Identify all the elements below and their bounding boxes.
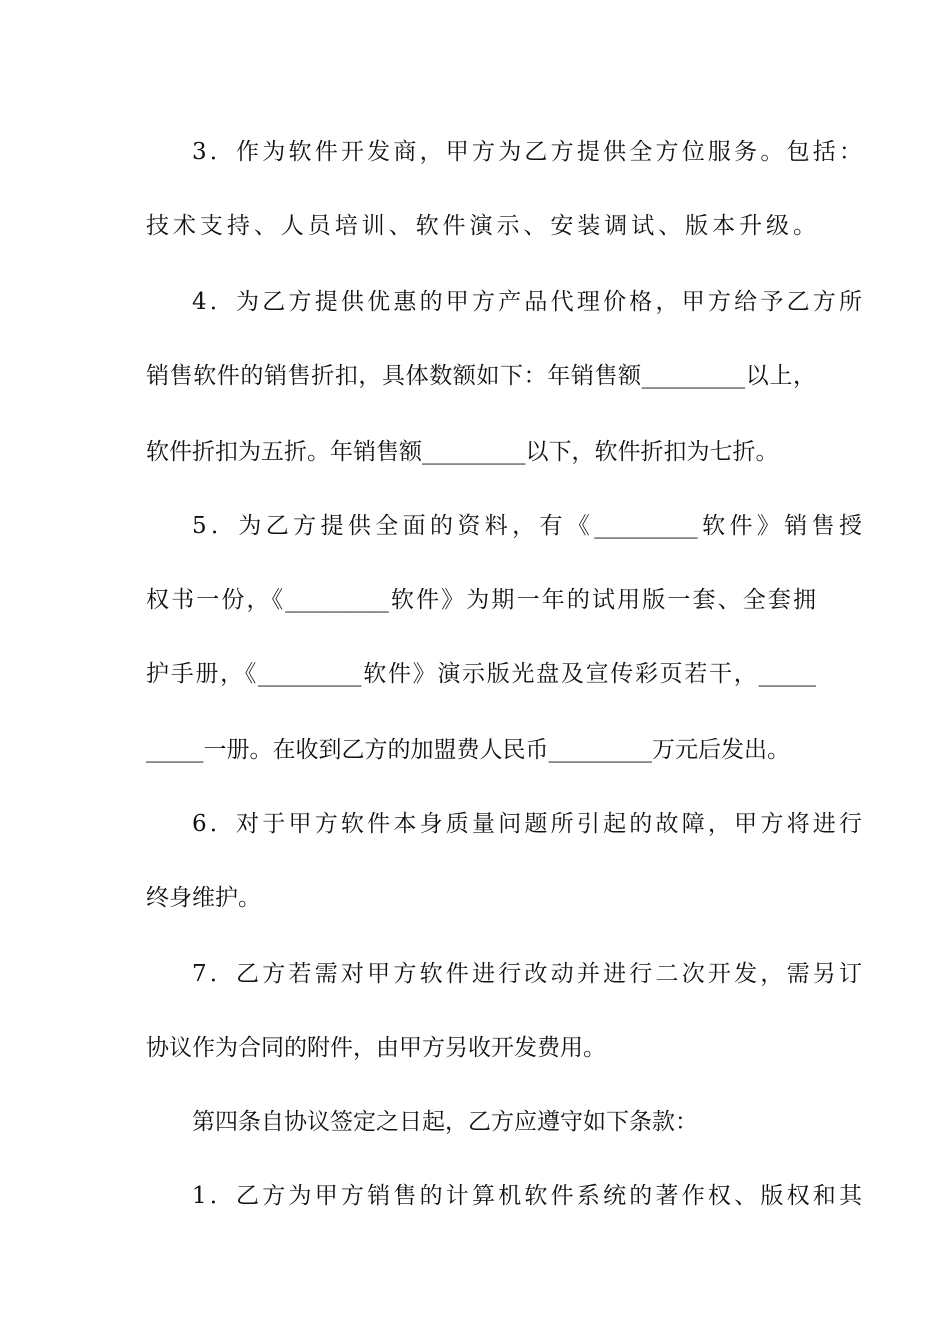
clause-5-line-3: 护手册，《_________软件》演示版光盘及宣传彩页若干，_____ bbox=[146, 661, 816, 687]
article-4-heading: 第四条自协议签定之日起，乙方应遵守如下条款： bbox=[192, 1109, 698, 1135]
clause-5-line-1: 5．为乙方提供全面的资料，有《_________软件》销售授 bbox=[192, 513, 862, 539]
clause-3-line-1: 3．作为软件开发商，甲方为乙方提供全方位服务。包括： bbox=[192, 139, 862, 165]
clause-5-line-2: 权书一份，《_________软件》为期一年的试用版一套、全套拥 bbox=[146, 587, 816, 613]
clause-5-line-4: _____一册。在收到乙方的加盟费人民币_________万元后发出。 bbox=[146, 737, 790, 763]
clause-4-line-3: 软件折扣为五折。年销售额_________以下，软件折扣为七折。 bbox=[146, 439, 779, 465]
clause-3-line-2: 技术支持、人员培训、软件演示、安装调试、版本升级。 bbox=[146, 213, 816, 239]
clause-7-line-1: 7．乙方若需对甲方软件进行改动并进行二次开发，需另订 bbox=[192, 961, 862, 987]
clause-6-line-2: 终身维护。 bbox=[146, 885, 261, 911]
clause-4-line-1: 4．为乙方提供优惠的甲方产品代理价格，甲方给予乙方所 bbox=[192, 289, 862, 315]
clause-6-line-1: 6．对于甲方软件本身质量问题所引起的故障，甲方将进行 bbox=[192, 811, 862, 837]
clause-4-line-2: 销售软件的销售折扣，具体数额如下：年销售额_________以上， bbox=[146, 363, 816, 389]
clause-7-line-2: 协议作为合同的附件，由甲方另收开发费用。 bbox=[146, 1035, 606, 1061]
article-4-clause-1-line-1: 1．乙方为甲方销售的计算机软件系统的著作权、版权和其 bbox=[192, 1183, 862, 1209]
